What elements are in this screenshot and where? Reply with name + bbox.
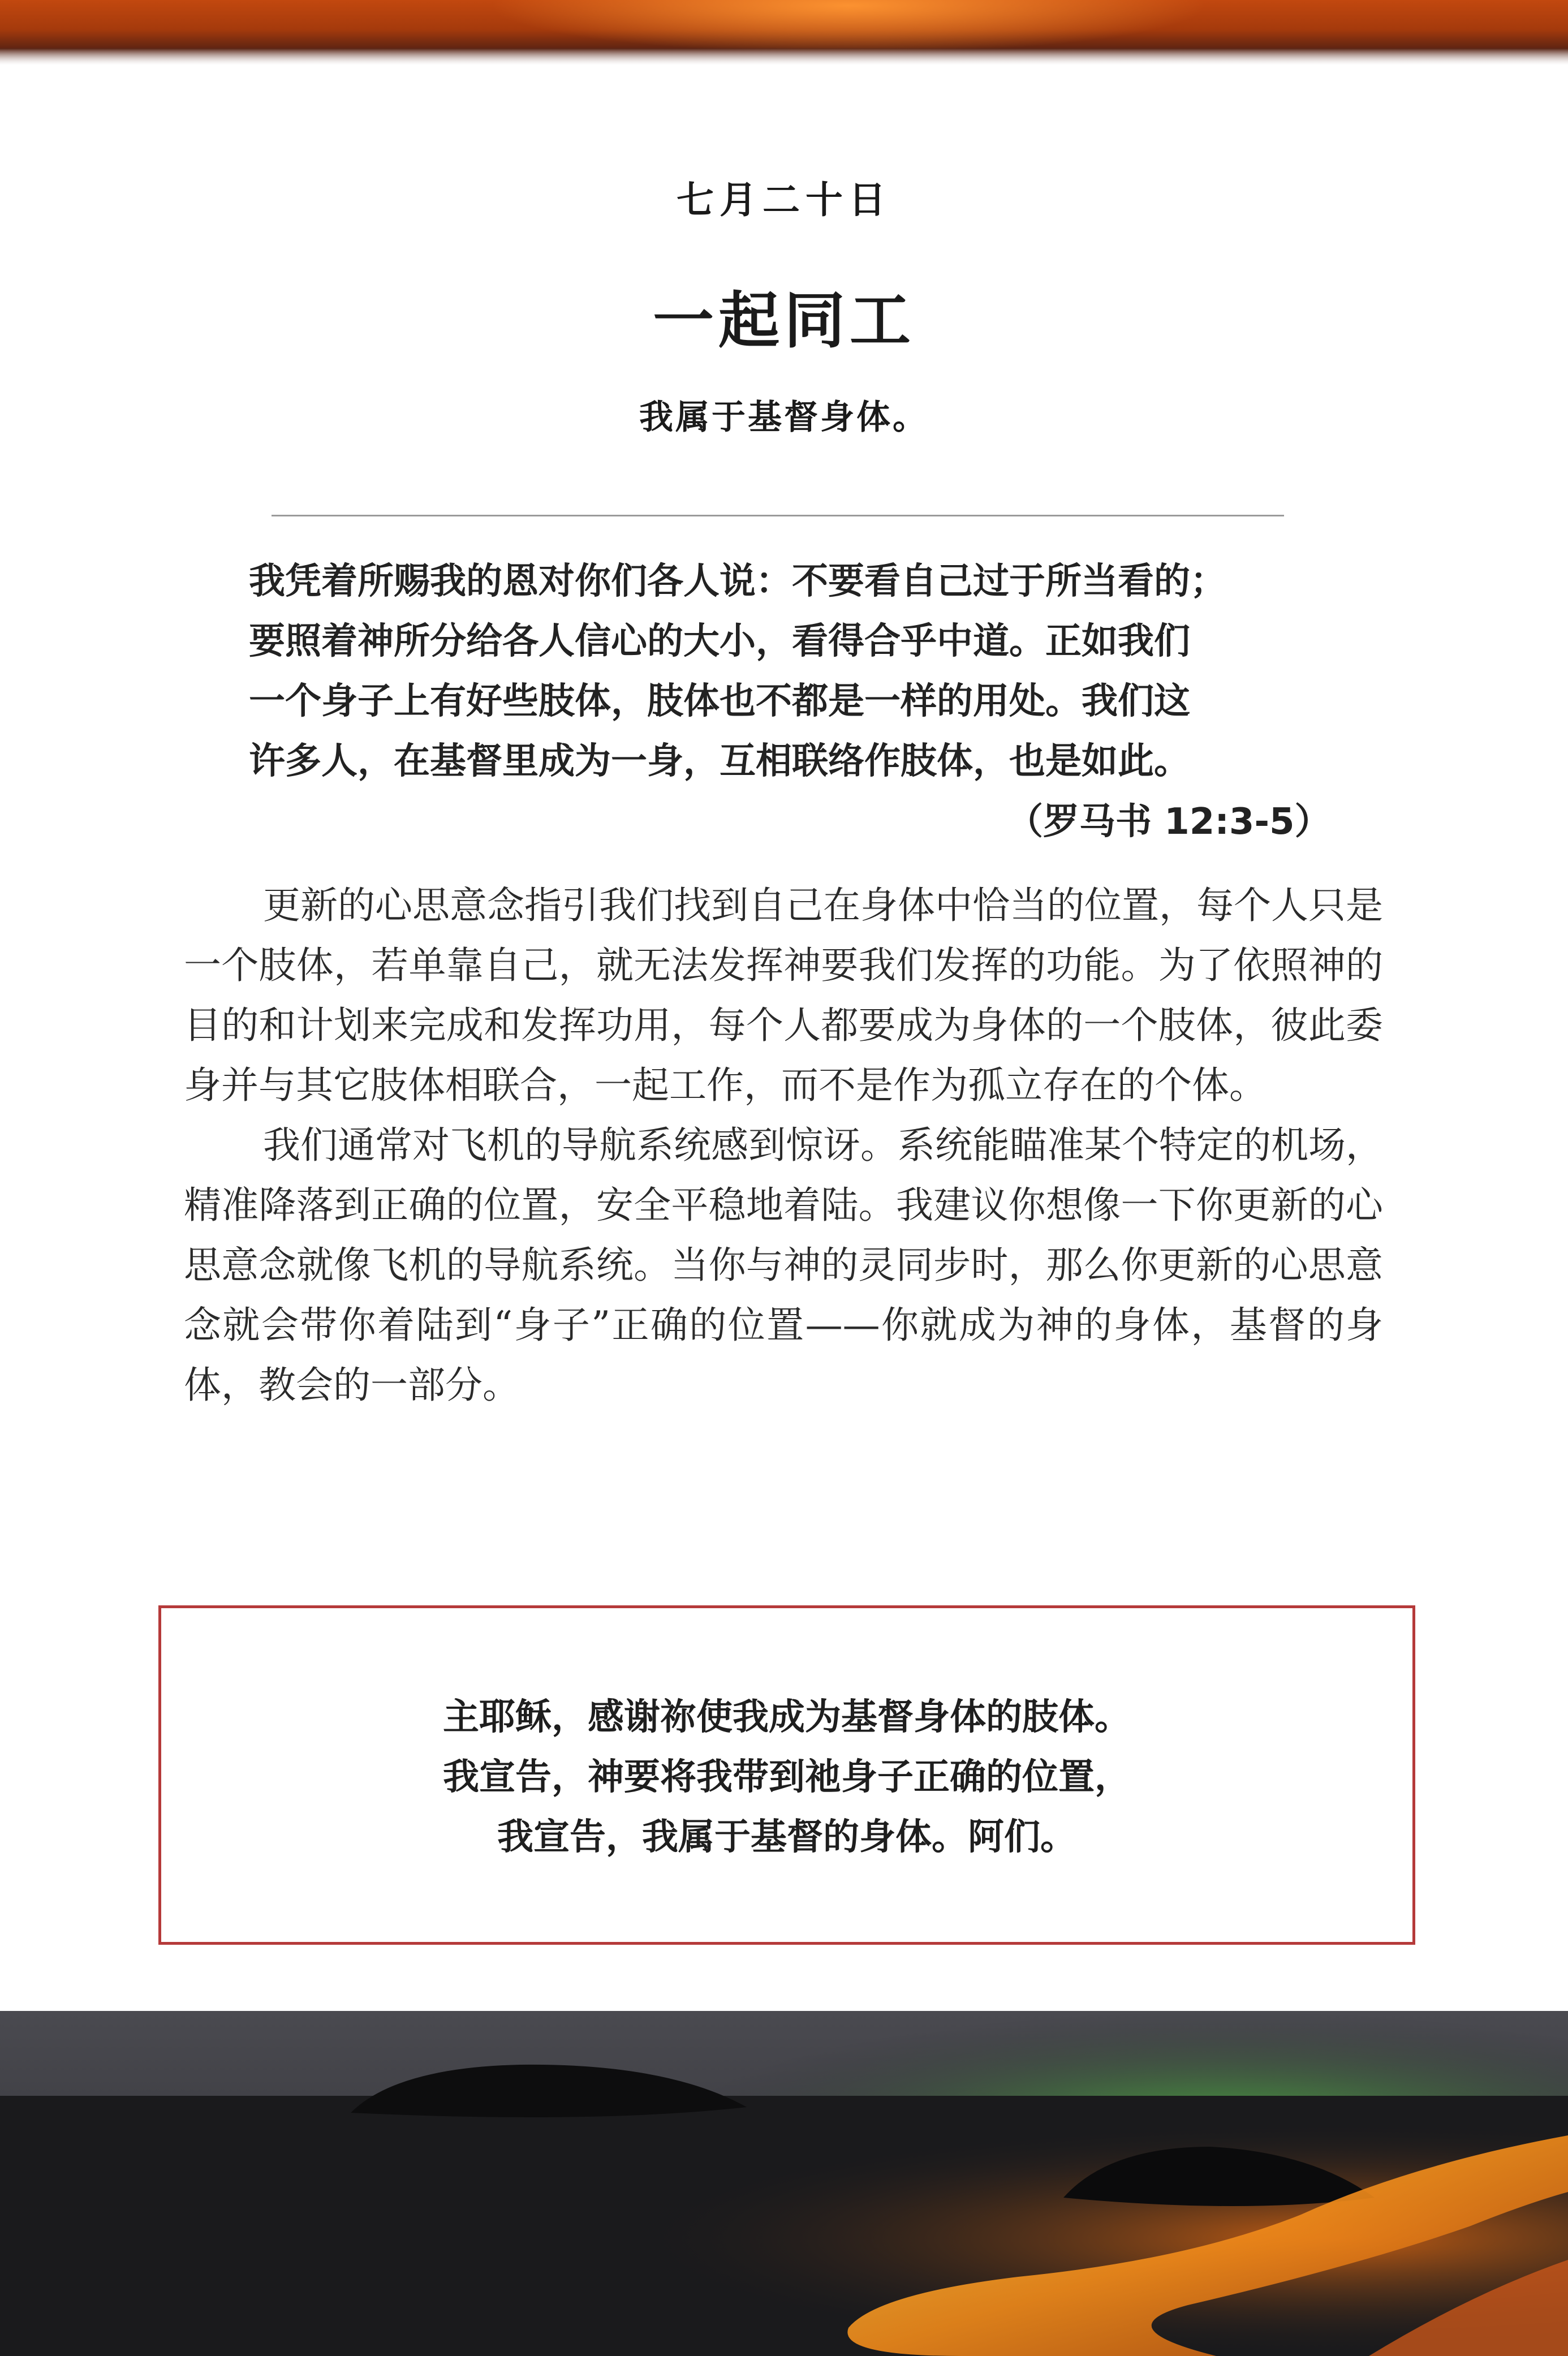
body-paragraph: 更新的心思意念指引我们找到自己在身体中恰当的位置，每个人只是一个肢体，若单靠自己，就无法发挥神要我们发挥的功能。为了依照神的目的和计划来完成和发挥功用，每个人都要成为身体的一个肢体，彼此委身并与其它肢体相联合，一起工作，而不是作为孤立存在的个体。 [184, 884, 1383, 1107]
page-date: 七月二十日 [677, 178, 891, 222]
scripture-reference: （罗马书 12:3-5） [1007, 801, 1331, 843]
body-paragraph: 我们通常对飞机的导航系统感到惊讶。系统能瞄准某个特定的机场，精准降落到正确的位置，安全平稳地着陆。我建议你想像一下你更新的心思意念就像飞机的导航系统。当你与神的灵同步时，那么你更新的心思意念就会带你着陆到“身子”正确的位置——你就成为神的身体，基督的身体，教会的一部分。 [184, 1123, 1383, 1407]
divider [272, 515, 1284, 516]
body-text [184, 876, 1383, 1415]
prayer-line: 我宣告，我属于基督的身体。阿们。 [497, 1816, 1076, 1858]
prayer-line: 我宣告，神要将我带到祂身子正确的位置， [443, 1756, 1131, 1798]
top-decorative-band [0, 0, 1568, 65]
page-title: 一起同工 [652, 286, 915, 356]
scripture-line: 许多人，在基督里成为一身，互相联络作肢体，也是如此。 [249, 740, 1190, 782]
prayer-box [158, 1605, 1415, 1945]
page-subtitle: 我属于基督身体。 [639, 398, 929, 437]
prayer-line: 主耶稣，感谢祢使我成为基督身体的肢体。 [443, 1696, 1131, 1738]
scripture-line: 我凭着所赐我的恩对你们各人说：不要看自己过于所当看的； [249, 561, 1226, 602]
scripture-line: 要照着神所分给各人信心的大小，看得合乎中道。正如我们 [249, 621, 1190, 662]
landscape-image [0, 2011, 1568, 2356]
prayer-text [161, 1687, 1412, 1867]
scripture-quote [249, 552, 1335, 791]
scripture-line: 一个身子上有好些肢体，肢体也不都是一样的用处。我们这 [249, 680, 1190, 722]
landscape-illustration [0, 2011, 1568, 2356]
